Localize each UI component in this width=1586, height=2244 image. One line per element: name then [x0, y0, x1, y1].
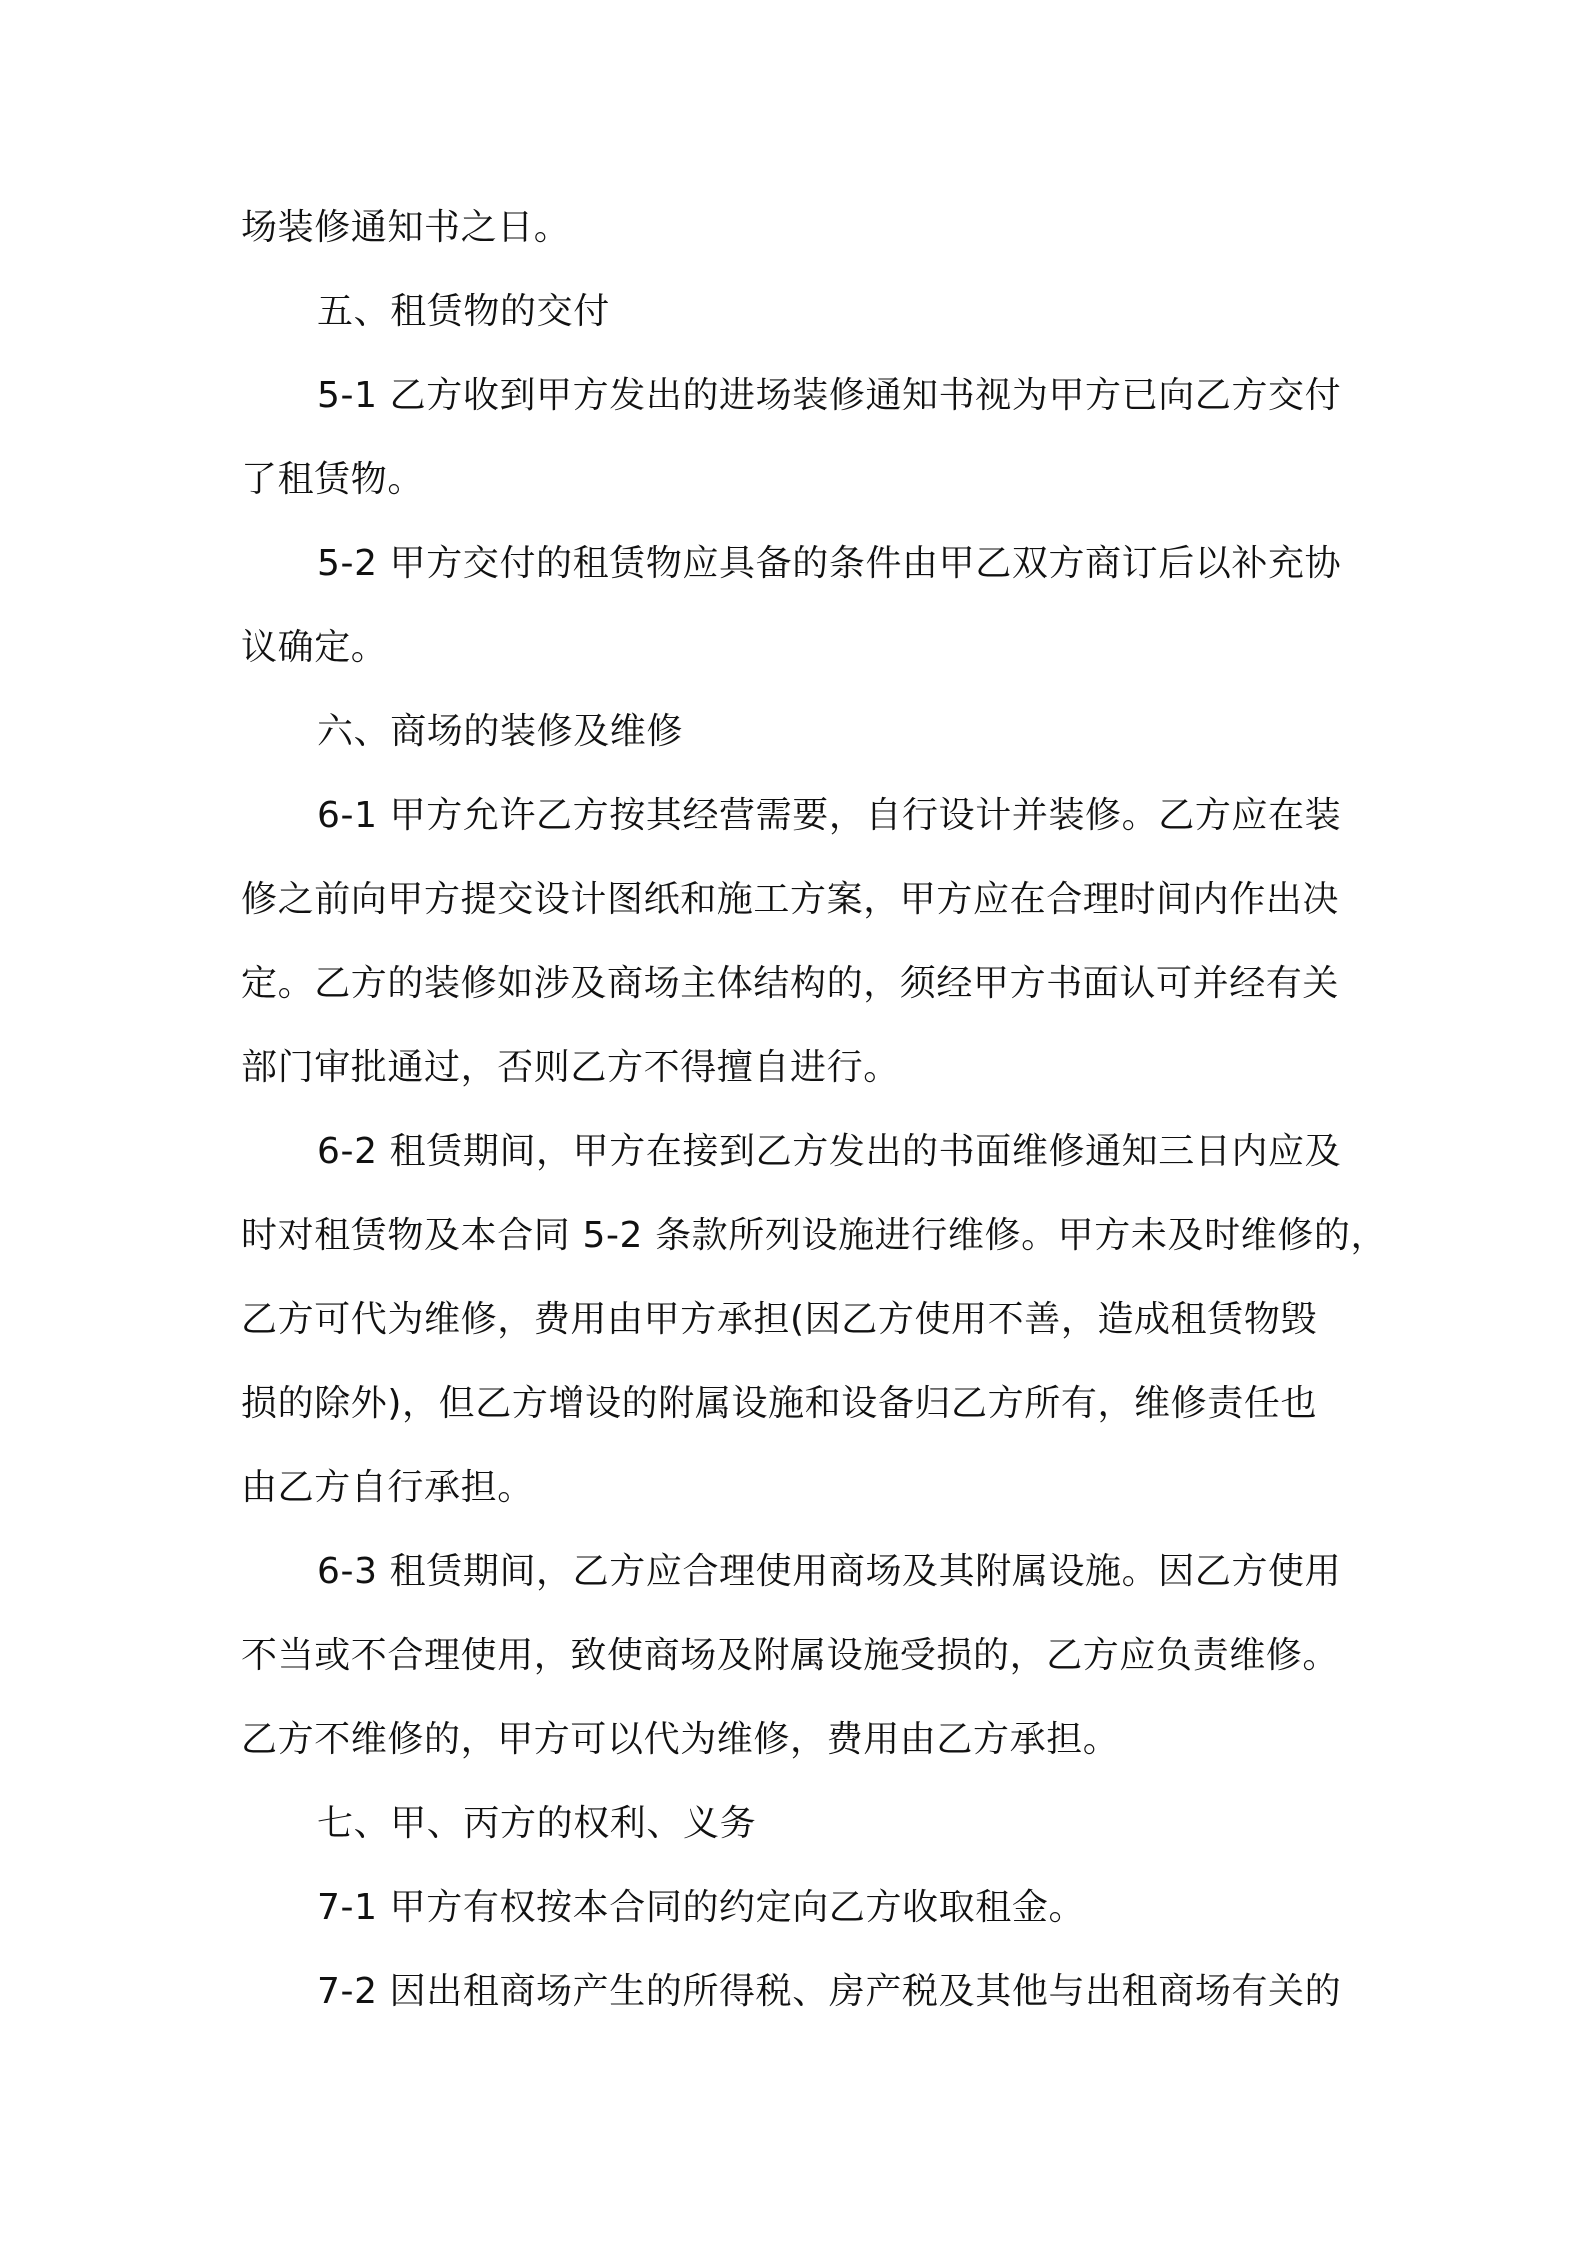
text-line: 了租赁物。 [241, 459, 425, 500]
text-line: 5-2 甲方交付的租赁物应具备的条件由甲乙双方商订后以补充协 [317, 543, 1342, 584]
section-heading: 五、租赁物的交付 [317, 291, 610, 332]
section-heading: 六、商场的装修及维修 [317, 711, 684, 752]
text-line: 乙方不维修的，甲方可以代为维修，费用由乙方承担。 [241, 1719, 1120, 1760]
text-line: 7-2 因出租商场产生的所得税、房产税及其他与出租商场有关的 [317, 1971, 1342, 2012]
text-line: 定。乙方的装修如涉及商场主体结构的，须经甲方书面认可并经有关 [241, 963, 1340, 1004]
text-line: 不当或不合理使用，致使商场及附属设施受损的，乙方应负责维修。 [241, 1635, 1340, 1676]
text-line: 场装修通知书之日。 [241, 207, 571, 248]
text-line: 损的除外)，但乙方增设的附属设施和设备归乙方所有，维修责任也 [241, 1383, 1318, 1424]
text-line: 6-2 租赁期间，甲方在接到乙方发出的书面维修通知三日内应及 [317, 1131, 1342, 1172]
text-line: 5-1 乙方收到甲方发出的进场装修通知书视为甲方已向乙方交付 [317, 375, 1342, 416]
text-line: 6-1 甲方允许乙方按其经营需要，自行设计并装修。乙方应在装 [317, 795, 1342, 836]
text-line: 6-3 租赁期间，乙方应合理使用商场及其附属设施。因乙方使用 [317, 1551, 1342, 1592]
text-line: 乙方可代为维修，费用由甲方承担(因乙方使用不善，造成租赁物毁 [241, 1299, 1318, 1340]
text-line: 时对租赁物及本合同 5-2 条款所列设施进行维修。甲方未及时维修的， [241, 1215, 1388, 1256]
text-line: 修之前向甲方提交设计图纸和施工方案，甲方应在合理时间内作出决 [241, 879, 1340, 920]
text-line: 由乙方自行承担。 [241, 1467, 534, 1508]
section-heading: 七、甲、丙方的权利、义务 [317, 1803, 757, 1844]
text-line: 议确定。 [241, 627, 388, 668]
text-line: 7-1 甲方有权按本合同的约定向乙方收取租金。 [317, 1887, 1086, 1928]
text-line: 部门审批通过，否则乙方不得擅自进行。 [241, 1047, 900, 1088]
